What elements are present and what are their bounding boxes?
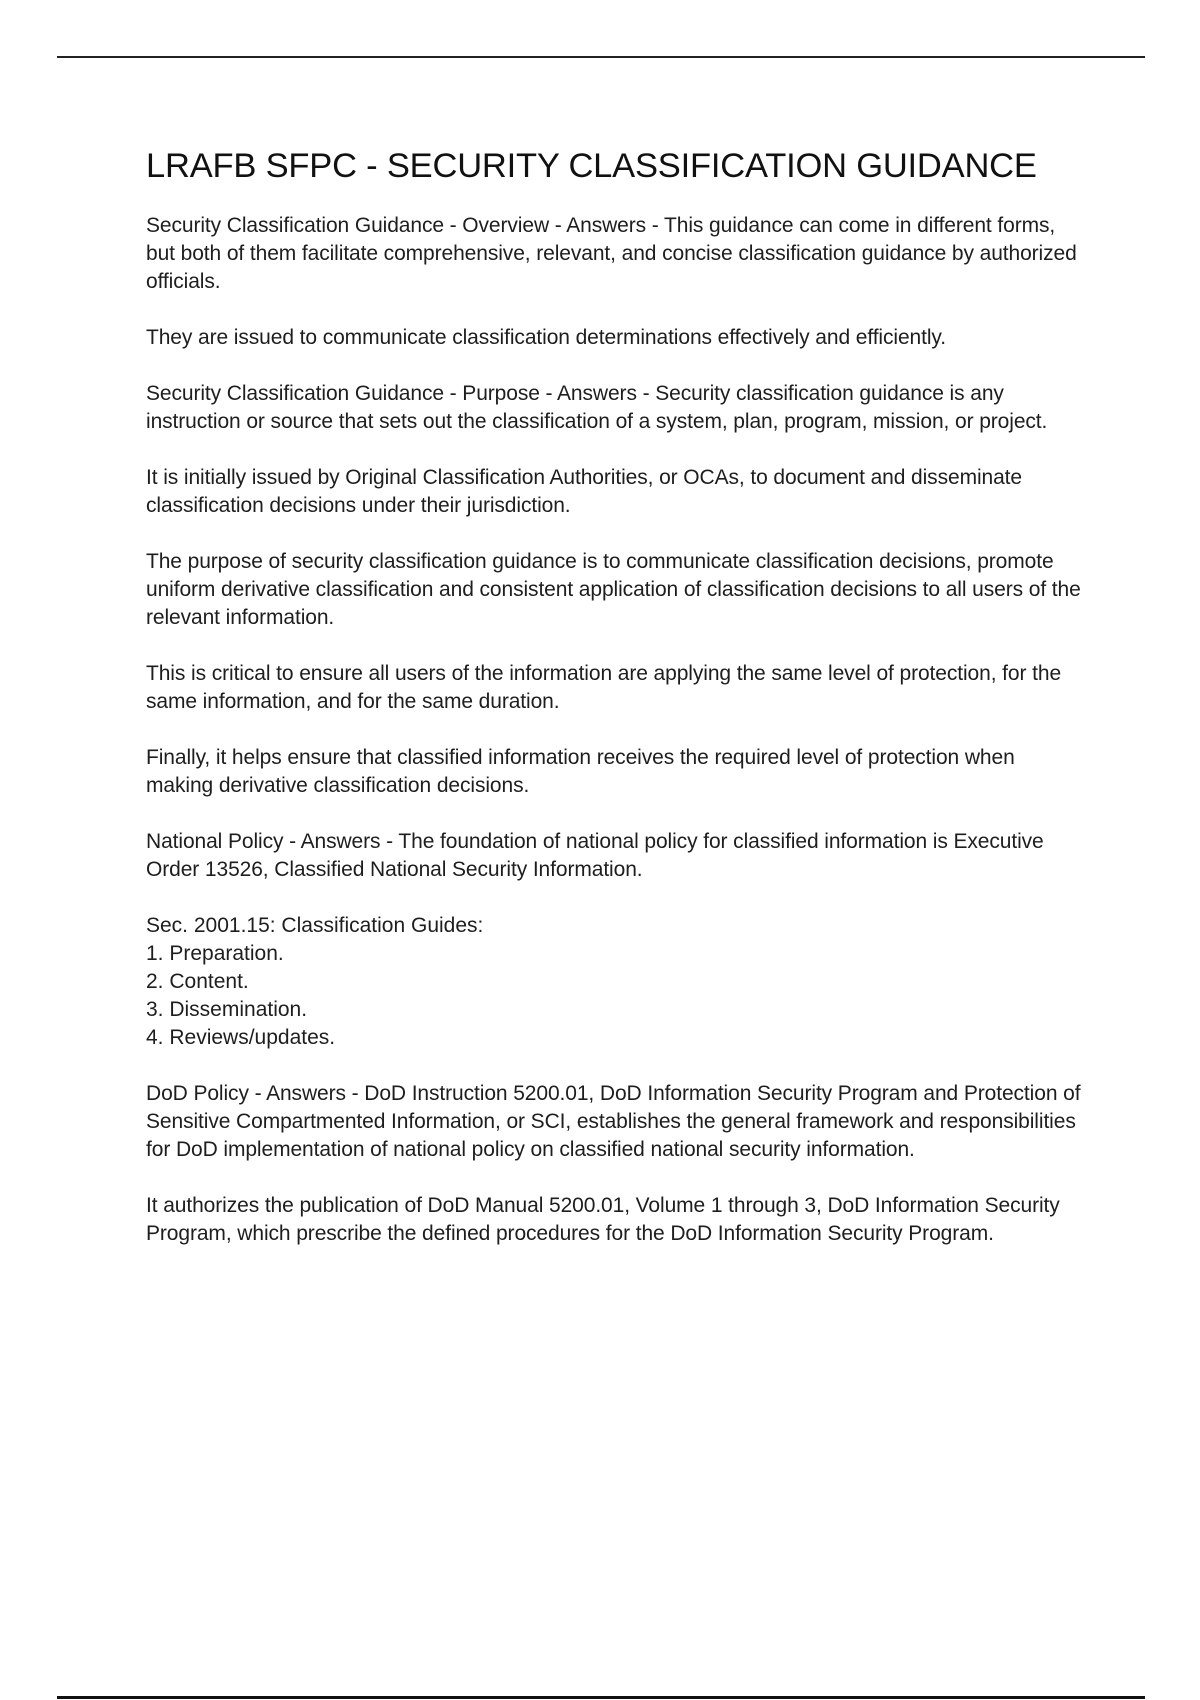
list-item: 2. Content. xyxy=(146,970,249,993)
document-title: LRAFB SFPC - SECURITY CLASSIFICATION GUIDANCE xyxy=(146,147,1037,185)
bottom-divider xyxy=(57,1696,1145,1699)
paragraph-overview: Security Classification Guidance - Overview - Answers - This guidance can come in different forms, but both of them facilitate comprehensive, relevant, and concise classification guidance by authorized officials. xyxy=(146,214,1077,293)
classification-guides-list xyxy=(146,940,1086,1052)
list-item: 3. Dissemination. xyxy=(146,998,308,1021)
paragraph-dod-policy: DoD Policy - Answers - DoD Instruction 5200.01, DoD Information Security Program and Protection of Sensitive Compartmented Information, or SCI, establishes the general framework and responsibilities for DoD implementation of national policy on classified national security information. xyxy=(146,1082,1081,1161)
list-item: 4. Reviews/updates. xyxy=(146,1026,336,1049)
list-item: 1. Preparation. xyxy=(146,942,284,965)
paragraph-national-policy: National Policy - Answers - The foundation of national policy for classified information is Executive Order 13526, Classified National Security Information. xyxy=(146,830,1044,881)
top-divider xyxy=(57,56,1145,58)
paragraph-oca: It is initially issued by Original Classification Authorities, or OCAs, to document and disseminate classification decisions under their jurisdiction. xyxy=(146,466,1022,517)
paragraph-purpose: Security Classification Guidance - Purpose - Answers - Security classification guidance is any instruction or source that sets out the classification of a system, plan, program, mission, or project. xyxy=(146,382,1048,433)
paragraph-finally: Finally, it helps ensure that classified information receives the required level of protection when making derivative classification decisions. xyxy=(146,746,1015,797)
paragraph-critical: This is critical to ensure all users of the information are applying the same level of protection, for the same information, and for the same duration. xyxy=(146,662,1062,713)
paragraph-dod-manual: It authorizes the publication of DoD Manual 5200.01, Volume 1 through 3, DoD Information Security Program, which prescribe the defined procedures for the DoD Information Security Program. xyxy=(146,1194,1060,1245)
paragraph-issued: They are issued to communicate classification determinations effectively and efficiently. xyxy=(146,326,947,349)
list-heading: Sec. 2001.15: Classification Guides: xyxy=(146,914,484,937)
document-page xyxy=(146,146,1086,1276)
paragraph-purpose-detail: The purpose of security classification guidance is to communicate classification decisions, promote uniform derivative classification and consistent application of classification decisions to all users of the relevant information. xyxy=(146,550,1081,629)
